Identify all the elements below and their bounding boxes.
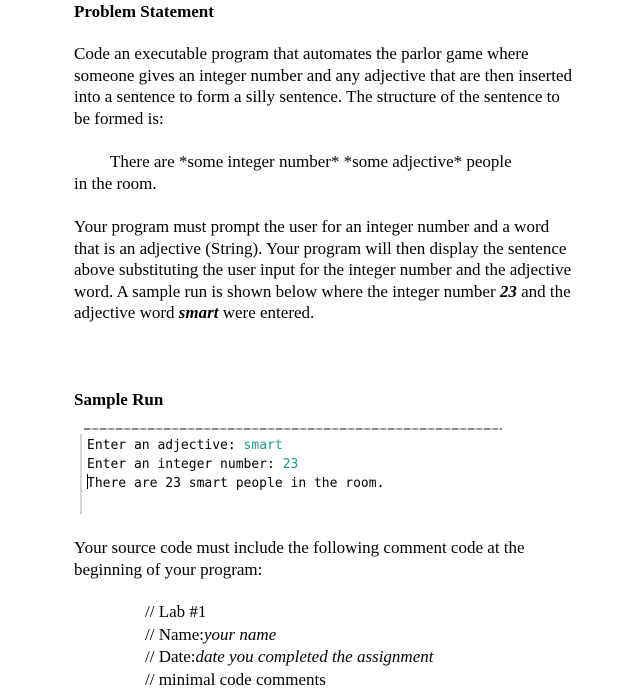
result-sentence: There are 23 smart people in the room. <box>87 476 385 491</box>
sentence-structure <box>74 151 574 194</box>
console-lines <box>87 436 384 493</box>
instructions-text-1: Your program must prompt the user for an integer number and a word that is an adjective (String). Your program will then display the sentence above substituting the user input for the integer number and the adjective word. A sample run is shown below where the integer number <box>74 217 572 301</box>
console-line-1 <box>87 436 384 455</box>
problem-statement-heading: Problem Statement <box>74 2 214 21</box>
instructions-paragraph <box>74 216 574 324</box>
sample-word: smart <box>178 303 219 322</box>
intro-paragraph: Code an executable program that automates the parlor game where someone gives an integer number and any adjective that are then inserted into a sentence to form a silly sentence. The structure of the sentence to be formed is: <box>74 44 573 128</box>
console-line-3 <box>87 474 384 493</box>
console-left-border <box>80 434 82 514</box>
required-comments <box>145 601 433 691</box>
adjective-input: smart <box>243 438 283 453</box>
instructions-text-2: and the adjective word <box>74 281 571 322</box>
sample-run-heading: Sample Run <box>74 390 164 409</box>
comment-line-lab: // Lab #1 <box>145 602 207 621</box>
console-top-border <box>84 428 502 430</box>
console-line-2 <box>87 455 384 474</box>
console-output <box>80 428 505 516</box>
sentence-line-2: in the room. <box>74 173 157 193</box>
comment-intro-paragraph: Your source code must include the following comment code at the beginning of your program: <box>74 538 525 579</box>
sentence-line-1: There are *some integer number* *some adjective* people <box>110 152 512 171</box>
number-input: 23 <box>282 457 299 472</box>
adjective-prompt: Enter an adjective: <box>87 438 244 453</box>
comment-line-name: // Name:your name <box>145 624 277 644</box>
comment-line-date: // Date:date you completed the assignment <box>145 647 434 666</box>
instructions-text-3: were entered. <box>218 303 315 322</box>
comment-line-minimal: // minimal code comments <box>145 669 326 689</box>
number-prompt: Enter an integer number: <box>87 457 283 472</box>
sample-number: 23 <box>499 281 517 301</box>
